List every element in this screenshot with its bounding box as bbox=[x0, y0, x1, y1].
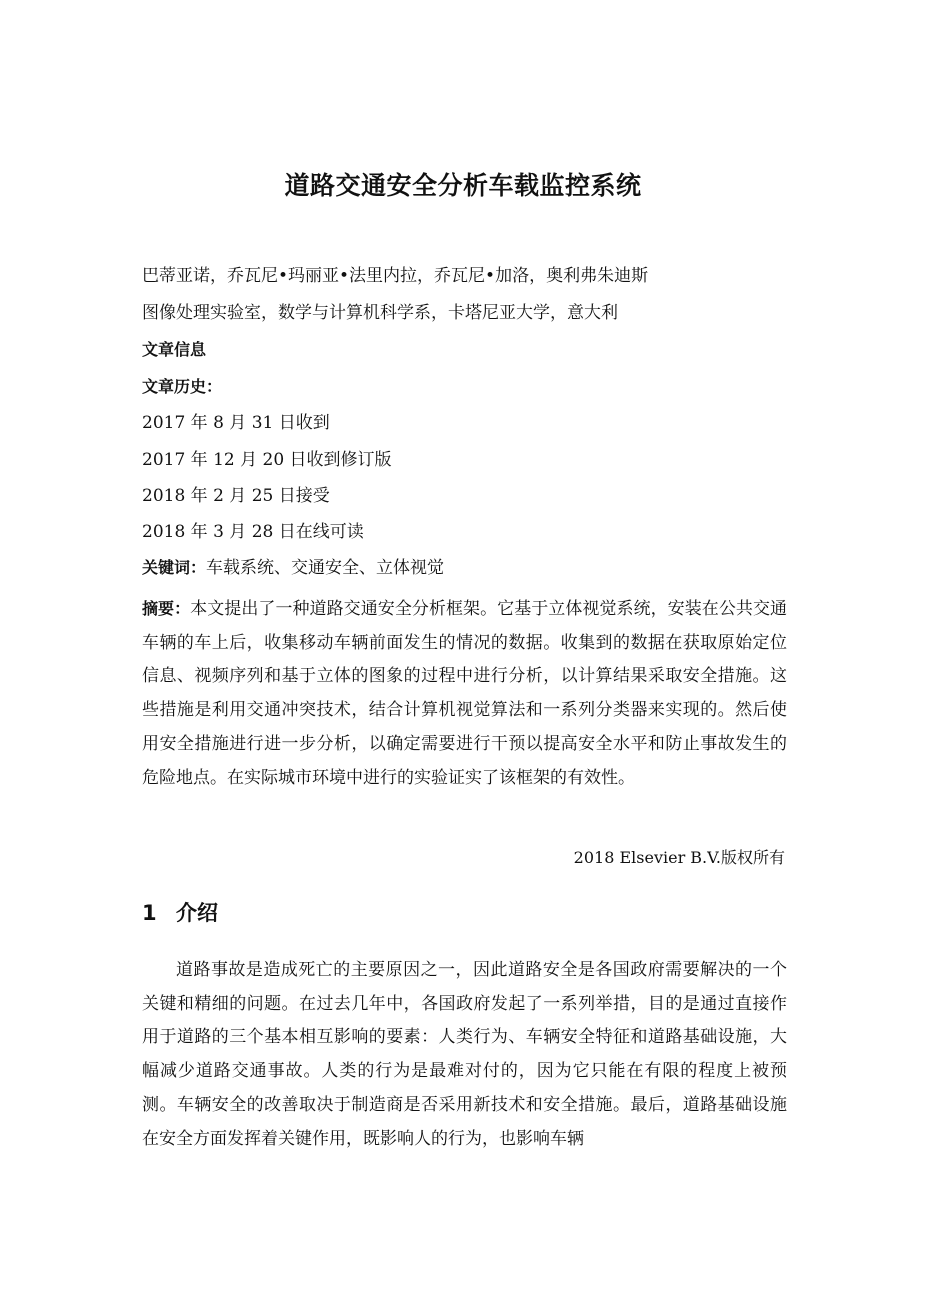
section-title: 介绍 bbox=[176, 901, 218, 925]
section-number: 1 bbox=[142, 901, 157, 925]
intro-paragraph: 道路事故是造成死亡的主要原因之一，因此道路安全是各国政府需要解决的一个关键和精细的问题。在过去几年中，各国政府发起了一系列举措，目的是通过直接作用于道路的三个基本相互影响的要素：人类行为、车辆安全特征和道路基础设施，大幅减少道路交通事故。人类的行为是最难对付的，因为它只能在有限的程度上被预测。车辆安全的改善取决于制造商是否采用新技术和安全措施。最后，道路基础设施在安全方面发挥着关键作用，既影响人的行为，也影响车辆 bbox=[142, 960, 787, 1149]
article-info-label: 文章信息 bbox=[142, 340, 207, 359]
keywords-value: 车载系统、交通安全、立体视觉 bbox=[206, 558, 445, 578]
article-info-heading bbox=[142, 337, 206, 363]
copyright-notice: 2018 Elsevier B.V.版权所有 bbox=[573, 848, 785, 867]
author-list: 巴蒂亚诺，乔瓦尼•玛丽亚•法里内拉，乔瓦尼•加洛，奥利弗朱迪斯 bbox=[142, 266, 649, 286]
paper-title: 道路交通安全分析车载监控系统 bbox=[284, 171, 642, 200]
affiliation: 图像处理实验室，数学与计算机科学系，卡塔尼亚大学，意大利 bbox=[142, 303, 618, 323]
history-received: 2017 年 8 月 31 日收到 bbox=[142, 413, 330, 433]
article-history-heading bbox=[142, 374, 222, 400]
keywords-line bbox=[142, 555, 444, 581]
history-online: 2018 年 3 月 28 日在线可读 bbox=[142, 522, 364, 542]
article-history-label: 文章历史： bbox=[142, 377, 223, 396]
abstract-text: 本文提出了一种道路交通安全分析框架。它基于立体视觉系统，安装在公共交通车辆的车上后，收集移动车辆前面发生的情况的数据。收集到的数据在获取原始定位信息、视频序列和基于立体的图象的过程中进行分析，以计算结果采取安全措施。这些措施是利用交通冲突技术，结合计算机视觉算法和一系列分类器来实现的。然后使用安全措施进行进一步分析，以确定需要进行干预以提高安全水平和防止事故发生的危险地点。在实际城市环境中进行的实验证实了该框架的有效性。 bbox=[142, 599, 787, 788]
history-revised: 2017 年 12 月 20 日收到修订版 bbox=[142, 450, 392, 470]
abstract-label: 摘要： bbox=[142, 599, 191, 618]
keywords-label: 关键词： bbox=[142, 558, 207, 577]
section-heading bbox=[142, 897, 218, 929]
abstract-block bbox=[142, 592, 787, 795]
history-accepted: 2018 年 2 月 25 日接受 bbox=[142, 486, 330, 506]
